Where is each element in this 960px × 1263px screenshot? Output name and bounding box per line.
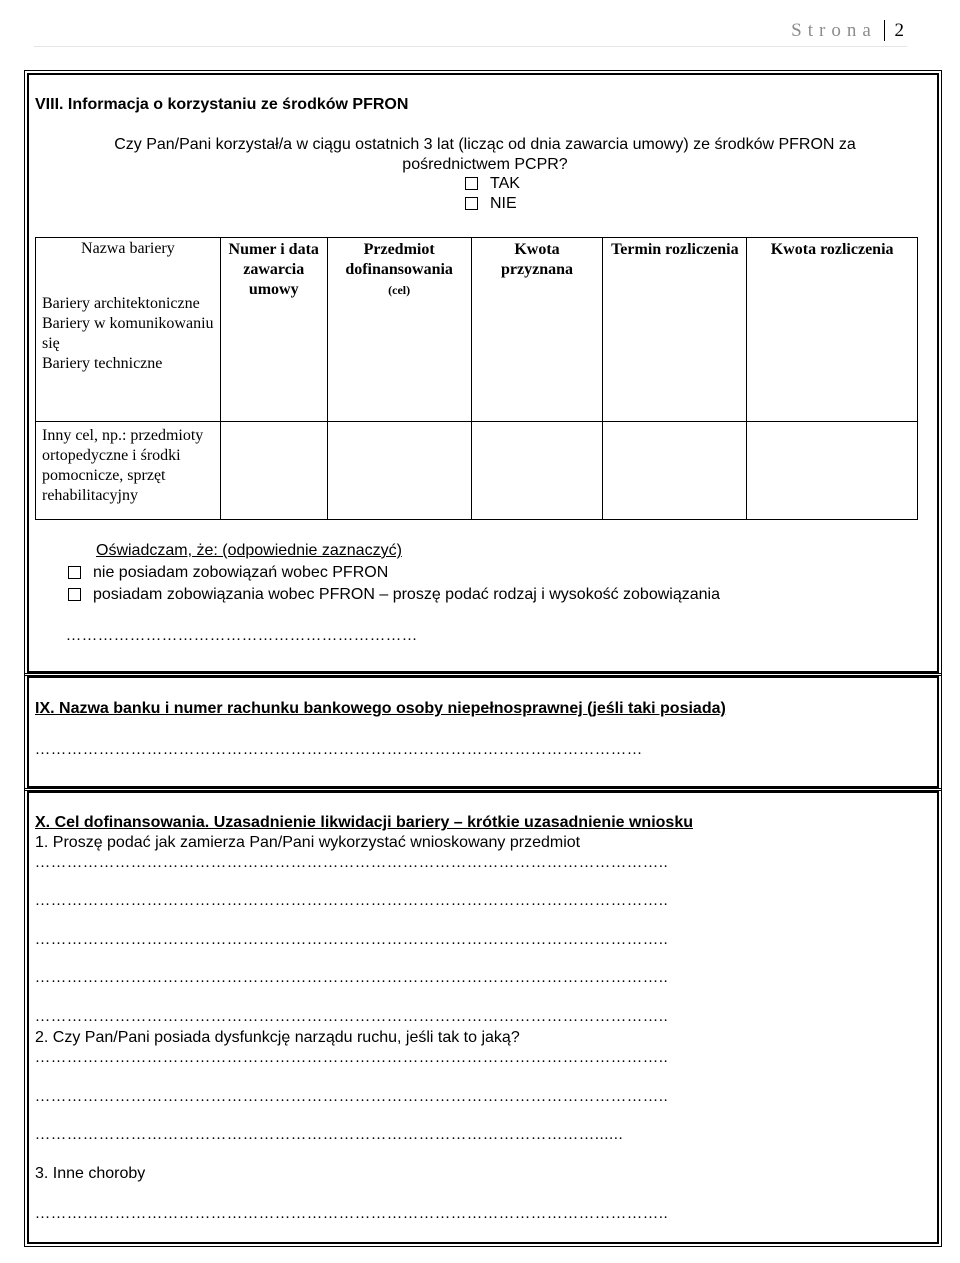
page-header [791,20,904,42]
checkbox-no-obligations[interactable] [68,566,81,579]
barrier-architectural: Bariery architektoniczne [42,295,200,312]
option-tak-label: TAK [490,175,520,192]
header-divider [34,46,907,47]
section-ix-title: IX. Nazwa banku i numer rachunku bankowego osoby niepełnosprawnej (jeśli taki posiada) [35,700,726,717]
declaration-option-1[interactable] [68,564,388,582]
header-termin-rozliczenia[interactable]: Termin rozliczenia [603,238,747,422]
cell-empty[interactable] [747,422,918,520]
checkbox-has-obligations[interactable] [68,588,81,601]
obligations-dotline[interactable]: ………………………………………………………… [66,628,418,644]
declaration-option-1-label: nie posiadam zobowiązań wobec PFRON [93,564,389,581]
header-cel-note: (cel) [388,283,411,297]
pfron-question: Czy Pan/Pani korzystał/a w ciągu ostatnich 3 lat (licząc od dnia zawarcia umowy) ze środków PFRON za pośrednictwem PCPR? [114,136,856,173]
page-number: 2 [884,20,905,41]
header-kwota-przyznana[interactable]: Kwota przyznana [471,238,603,422]
section-x-title: X. Cel dofinansowania. Uzasadnienie likwidacji bariery – krótkie uzasadnienie wniosku [35,814,693,831]
cell-empty[interactable] [471,422,603,520]
barrier-technical: Bariery techniczne [42,355,163,372]
barrier-communication: Bariery w komunikowaniu się [42,315,214,352]
q1-dotline-3[interactable]: ……………………………………………………………………………………………………….. [35,932,669,948]
declaration-option-2[interactable] [68,586,720,604]
q1-dotline-4[interactable]: ……………………………………………………………………………………………………….. [35,970,669,986]
checkbox-tak[interactable] [465,177,478,190]
q3-dotline-1[interactable]: ……………………………………………………………………………………………………….. [35,1206,669,1222]
option-nie[interactable] [465,195,517,213]
q2-dotline-2[interactable]: ……………………………………………………………………………………………………….. [35,1089,669,1105]
q1-dotline-1[interactable]: ……………………………………………………………………………………………………….. [35,855,669,871]
section-ix-frame [27,676,939,788]
q1-dotline-5[interactable]: ……………………………………………………………………………………………………….. [35,1009,669,1025]
bank-account-dotline[interactable]: …………………………………………………………………………………………………… [35,742,643,758]
q2-dotline-3[interactable]: ……………………………………………………………………………………………...... [35,1127,624,1143]
page-label: Strona [791,20,877,41]
other-purpose-label: Inny cel, np.: przedmioty ortopedyczne i środki pomocnicze, sprzęt rehabilitacyjny [36,422,221,520]
pfron-table [35,237,918,520]
q2-dotline-1[interactable]: ……………………………………………………………………………………………………….. [35,1050,669,1066]
section-viii-title: VIII. Informacja o korzystaniu ze środków PFRON [35,96,409,113]
question-2: 2. Czy Pan/Pani posiada dysfunkcję narządu ruchu, jeśli tak to jaką? [35,1029,520,1046]
barrier-name-cell [36,238,221,422]
question-1: 1. Proszę podać jak zamierza Pan/Pani wykorzystać wnioskowany przedmiot [35,834,581,851]
option-tak[interactable] [465,175,520,193]
checkbox-nie[interactable] [465,197,478,210]
cell-empty[interactable] [220,422,327,520]
header-nazwa-bariery: Nazwa bariery [81,240,175,257]
cell-empty[interactable] [327,422,471,520]
header-przedmiot: Przedmiot dofinansowania [345,241,453,278]
option-nie-label: NIE [490,195,517,212]
header-przedmiot-cell[interactable] [327,238,471,422]
header-numer-data[interactable]: Numer i data zawarcia umowy [220,238,327,422]
declaration-option-2-label: posiadam zobowiązania wobec PFRON – proszę podać rodzaj i wysokość zobowiązania [93,586,720,603]
header-kwota-rozliczenia[interactable]: Kwota rozliczenia [747,238,918,422]
declaration-title: Oświadczam, że: (odpowiednie zaznaczyć) [96,542,402,559]
q1-dotline-2[interactable]: ……………………………………………………………………………………………………….. [35,893,669,909]
question-3: 3. Inne choroby [35,1165,146,1182]
cell-empty[interactable] [603,422,747,520]
